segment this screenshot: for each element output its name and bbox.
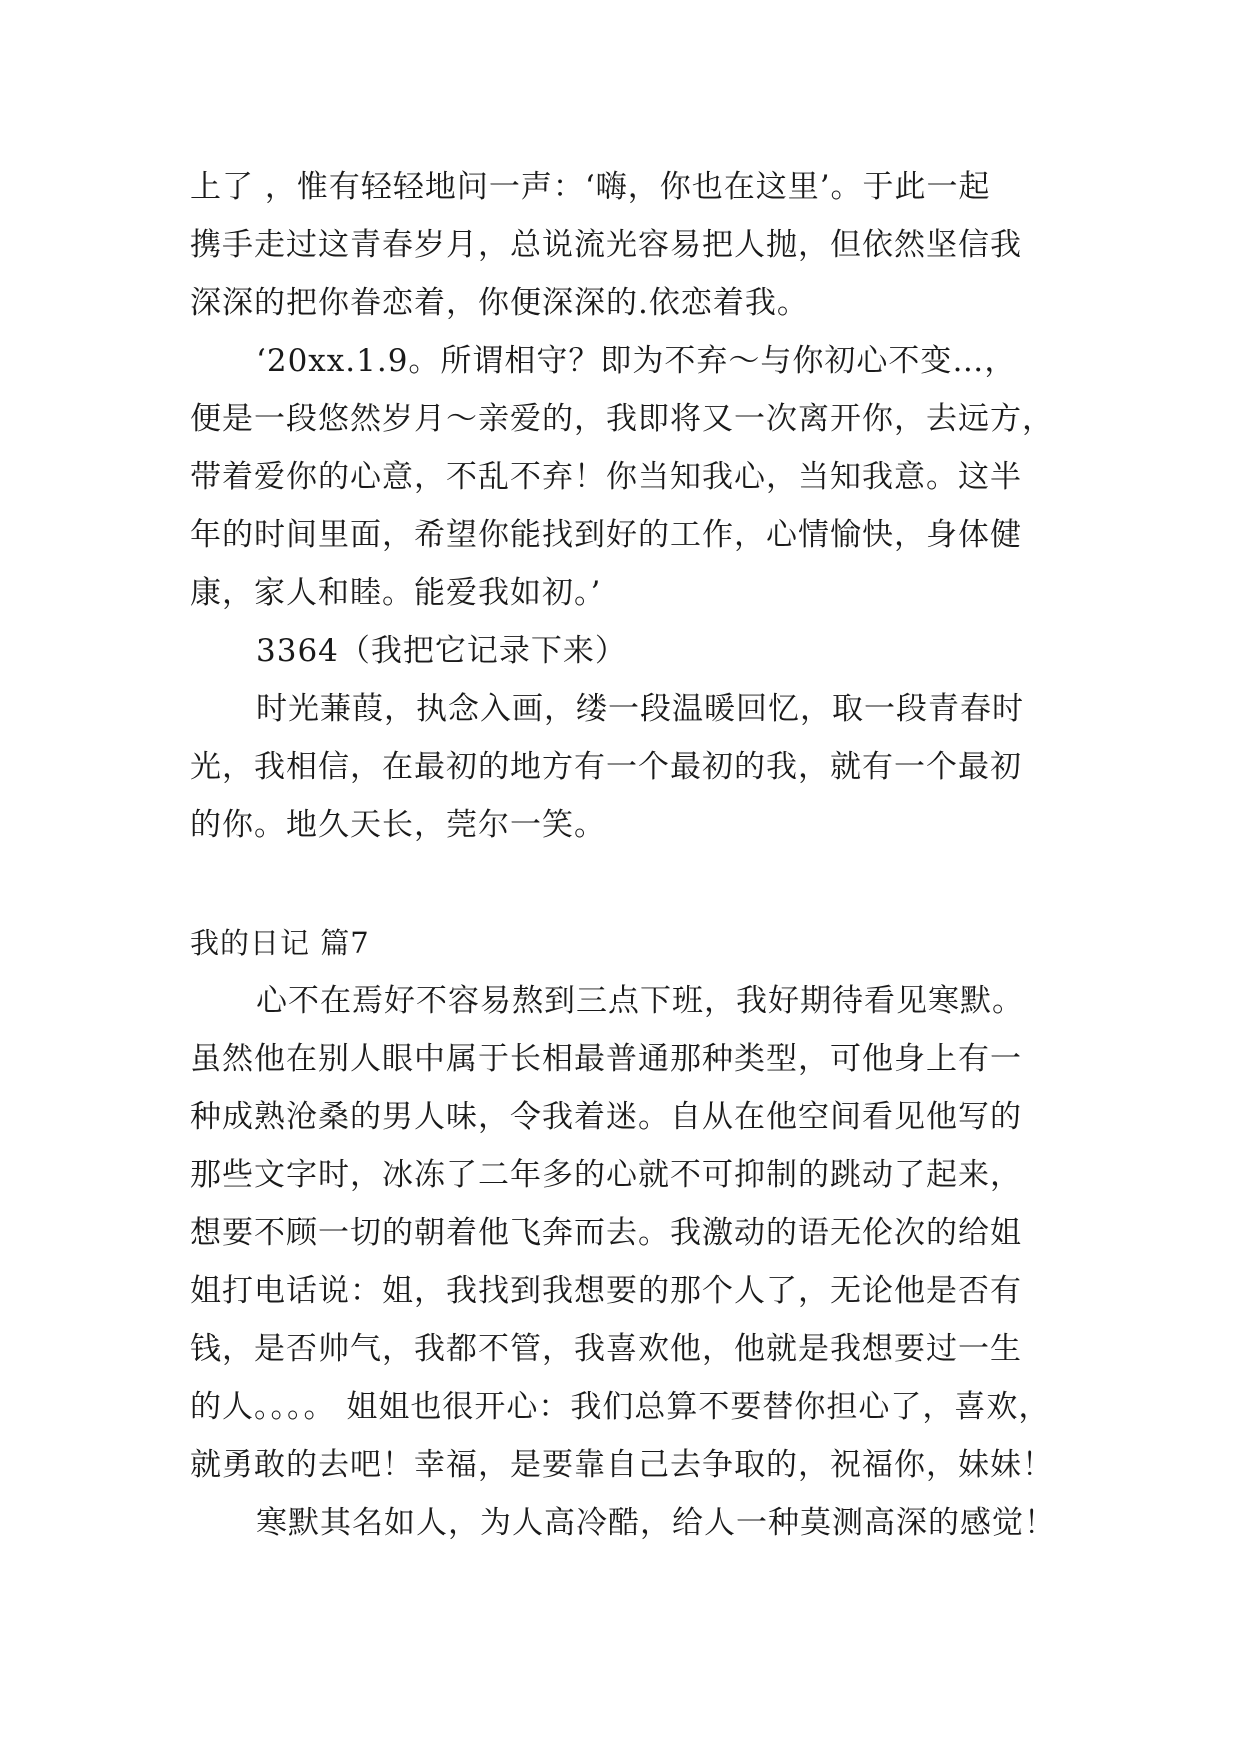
text-line: 3364（我把它记录下来） <box>256 633 627 669</box>
text-line: 上了 ，惟有轻轻地问一声：‘嗨，你也在这里’。于此一起 <box>190 169 991 205</box>
text-line: 那些文字时，冰冻了二年多的心就不可抑制的跳动了起来， <box>190 1157 1022 1193</box>
text-line: 想要不顾一切的朝着他飞奔而去。我激动的语无伦次的给姐 <box>190 1215 1022 1251</box>
text-line: 康，家人和睦。能爱我如初。’ <box>190 575 602 611</box>
text-line: 时光蒹葭，执念入画，缕一段温暖回忆，取一段青春时 <box>256 691 1024 727</box>
text-line: 携手走过这青春岁月，总说流光容易把人抛，但依然坚信我 <box>190 227 1022 263</box>
text-line: 虽然他在别人眼中属于长相最普通那种类型，可他身上有一 <box>190 1041 1022 1077</box>
paragraph <box>190 158 1060 332</box>
text-line: 便是一段悠然岁月～亲爱的，我即将又一次离开你，去远方， <box>190 401 1054 437</box>
text-line: 的人。。。。 姐姐也很开心：我们总算不要替你担心了，喜欢， <box>190 1389 1051 1425</box>
text-line: 种成熟沧桑的男人味，令我着迷。自从在他空间看见他写的 <box>190 1099 1022 1135</box>
text-line: ‘20xx.1.9。所谓相守？即为不弃～与你初心不变…， <box>256 343 1017 379</box>
paragraph <box>190 972 1060 1494</box>
document-page <box>190 158 1060 1552</box>
paragraph <box>190 680 1060 854</box>
text-line: 姐打电话说：姐，我找到我想要的那个人了，无论他是否有 <box>190 1273 1022 1309</box>
section-heading: 我的日记 篇7 <box>190 926 370 960</box>
text-line: 的你。地久天长，莞尔一笑。 <box>190 807 606 843</box>
paragraph <box>190 332 1060 622</box>
text-line: 钱，是否帅气，我都不管，我喜欢他，他就是我想要过一生 <box>190 1331 1022 1367</box>
text-line: 年的时间里面，希望你能找到好的工作，心情愉快，身体健 <box>190 517 1022 553</box>
text-line: 心不在焉好不容易熬到三点下班，我好期待看见寒默。 <box>256 983 1024 1019</box>
paragraph <box>190 1494 1060 1552</box>
text-line: 深深的把你眷恋着，你便深深的.依恋着我。 <box>190 285 809 321</box>
text-line: 带着爱你的心意，不乱不弃！你当知我心，当知我意。这半 <box>190 459 1022 495</box>
text-line: 光，我相信，在最初的地方有一个最初的我，就有一个最初 <box>190 749 1022 785</box>
text-line: 就勇敢的去吧！幸福，是要靠自己去争取的，祝福你，妹妹！ <box>190 1447 1054 1483</box>
paragraph <box>190 622 1060 680</box>
section-spacer <box>190 854 1060 914</box>
text-line: 寒默其名如人，为人高冷酷，给人一种莫测高深的感觉！ <box>256 1505 1056 1541</box>
